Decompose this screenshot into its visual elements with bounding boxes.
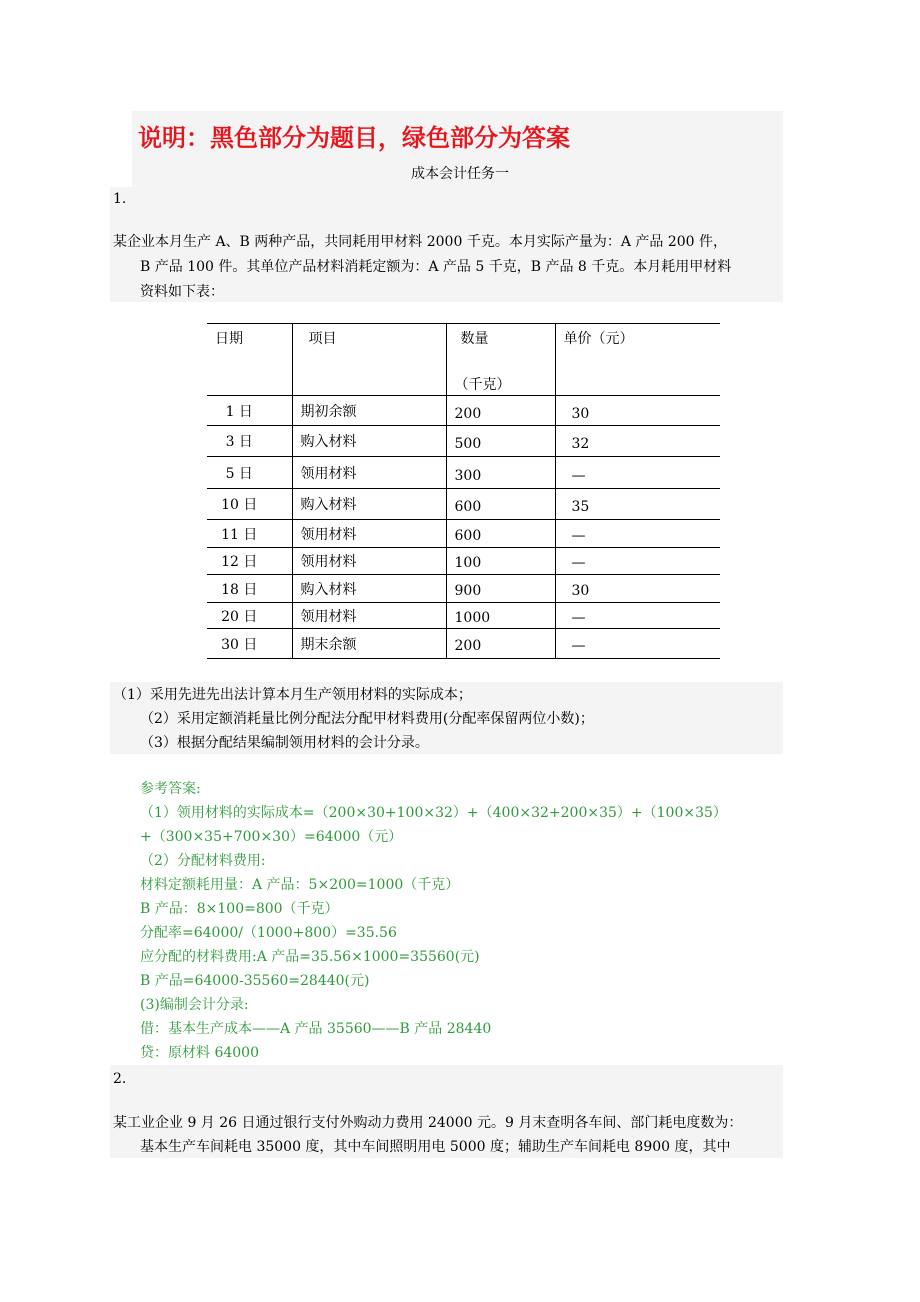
row-item: 购入材料 bbox=[292, 489, 446, 520]
answer-line-6: 分配率=64000/（1000+800）=35.56 bbox=[140, 925, 397, 941]
row-item: 领用材料 bbox=[292, 520, 446, 548]
row-quantity: 600 bbox=[446, 520, 555, 548]
row-date: 10 日 bbox=[207, 489, 292, 520]
row-date: 18 日 bbox=[207, 575, 292, 603]
row-unit-price: 30 bbox=[555, 396, 720, 426]
row-unit-price: — bbox=[555, 457, 720, 489]
answer-line-2: +（300×35+700×30）=64000（元） bbox=[140, 829, 403, 845]
row-date: 1 日 bbox=[207, 396, 292, 426]
q1-paragraph-line-2: B 产品 100 件。其单位产品材料消耗定额为：A 产品 5 千克，B 产品 8 千克。本月耗用甲材料 bbox=[140, 259, 732, 275]
row-unit-price: 30 bbox=[555, 575, 720, 603]
header-item bbox=[292, 324, 446, 396]
question-3: （3）根据分配结果编制领用材料的会计分录。 bbox=[140, 735, 429, 751]
row-quantity: 600 bbox=[446, 489, 555, 520]
row-date: 12 日 bbox=[207, 548, 292, 575]
header-date: 日期 bbox=[207, 324, 292, 396]
q2-number: 2. bbox=[113, 1071, 127, 1087]
q2-paragraph-line-1: 某工业企业 9 月 26 日通过银行支付外购动力费用 24000 元。9 月末查明各车间、部门耗电度数为： bbox=[113, 1115, 743, 1131]
table-row bbox=[207, 520, 720, 548]
row-item: 领用材料 bbox=[292, 457, 446, 489]
table-row bbox=[207, 426, 720, 457]
answer-line-7: 应分配的材料费用:A 产品=35.56×1000=35560(元) bbox=[140, 949, 480, 965]
question-1: （1）采用先进先出法计算本月生产领用材料的实际成本； bbox=[113, 687, 472, 703]
table-row bbox=[207, 603, 720, 629]
row-unit-price: — bbox=[555, 548, 720, 575]
answer-heading: 参考答案: bbox=[140, 781, 201, 797]
row-date: 30 日 bbox=[207, 629, 292, 659]
material-table bbox=[207, 323, 720, 659]
row-quantity: 500 bbox=[446, 426, 555, 457]
note-title: 说明：黑色部分为题目，绿色部分为答案 bbox=[138, 124, 570, 152]
row-date: 20 日 bbox=[207, 603, 292, 629]
header-unit-price: 单价（元） bbox=[555, 324, 720, 396]
row-quantity: 100 bbox=[446, 548, 555, 575]
row-quantity: 1000 bbox=[446, 603, 555, 629]
table-row bbox=[207, 629, 720, 659]
header-quantity-unit: （千克） bbox=[454, 377, 511, 393]
row-quantity: 300 bbox=[446, 457, 555, 489]
row-unit-price: — bbox=[555, 520, 720, 548]
answer-line-1: （1）领用材料的实际成本=（200×30+100×32）+（400×32+200×35）+（100×35） bbox=[140, 805, 727, 821]
document-title: 成本会计任务一 bbox=[411, 166, 509, 182]
q1-number: 1. bbox=[113, 191, 127, 207]
row-item: 期末余额 bbox=[292, 629, 446, 659]
row-date: 5 日 bbox=[207, 457, 292, 489]
table-row bbox=[207, 489, 720, 520]
row-item: 领用材料 bbox=[292, 548, 446, 575]
row-quantity: 900 bbox=[446, 575, 555, 603]
row-item: 领用材料 bbox=[292, 603, 446, 629]
table-header-row bbox=[207, 324, 720, 396]
row-date: 11 日 bbox=[207, 520, 292, 548]
answer-line-8: B 产品=64000-35560=28440(元) bbox=[140, 973, 370, 989]
table-row bbox=[207, 548, 720, 575]
table-row bbox=[207, 396, 720, 426]
q1-paragraph-line-1: 某企业本月生产 A、B 两种产品，共同耗用甲材料 2000 千克。本月实际产量为：A 产品 200 件， bbox=[113, 234, 728, 250]
row-item: 购入材料 bbox=[292, 575, 446, 603]
answer-line-5: B 产品：8×100=800（千克） bbox=[140, 901, 339, 917]
header-quantity-label: 数量 bbox=[460, 331, 489, 347]
row-unit-price: 35 bbox=[555, 489, 720, 520]
row-unit-price: — bbox=[555, 629, 720, 659]
row-item: 期初余额 bbox=[292, 396, 446, 426]
answer-line-11: 贷：原材料 64000 bbox=[140, 1045, 259, 1061]
header-quantity bbox=[446, 324, 555, 396]
row-unit-price: 32 bbox=[555, 426, 720, 457]
row-quantity: 200 bbox=[446, 396, 555, 426]
header-item-label: 项目 bbox=[308, 331, 337, 347]
answer-line-3: （2）分配材料费用: bbox=[140, 853, 266, 869]
row-date: 3 日 bbox=[207, 426, 292, 457]
row-quantity: 200 bbox=[446, 629, 555, 659]
answer-line-10: 借：基本生产成本——A 产品 35560——B 产品 28440 bbox=[140, 1021, 492, 1037]
row-unit-price: — bbox=[555, 603, 720, 629]
row-item: 购入材料 bbox=[292, 426, 446, 457]
answer-line-4: 材料定额耗用量：A 产品：5×200=1000（千克） bbox=[140, 877, 460, 893]
q2-paragraph-line-2: 基本生产车间耗电 35000 度，其中车间照明用电 5000 度；辅助生产车间耗电 8900 度，其中 bbox=[140, 1139, 731, 1155]
q1-paragraph-line-3: 资料如下表： bbox=[140, 284, 224, 300]
question-2: （2）采用定额消耗量比例分配法分配甲材料费用(分配率保留两位小数)； bbox=[140, 711, 594, 727]
table-row bbox=[207, 457, 720, 489]
table-row bbox=[207, 575, 720, 603]
answer-line-9: (3)编制会计分录: bbox=[140, 997, 249, 1013]
